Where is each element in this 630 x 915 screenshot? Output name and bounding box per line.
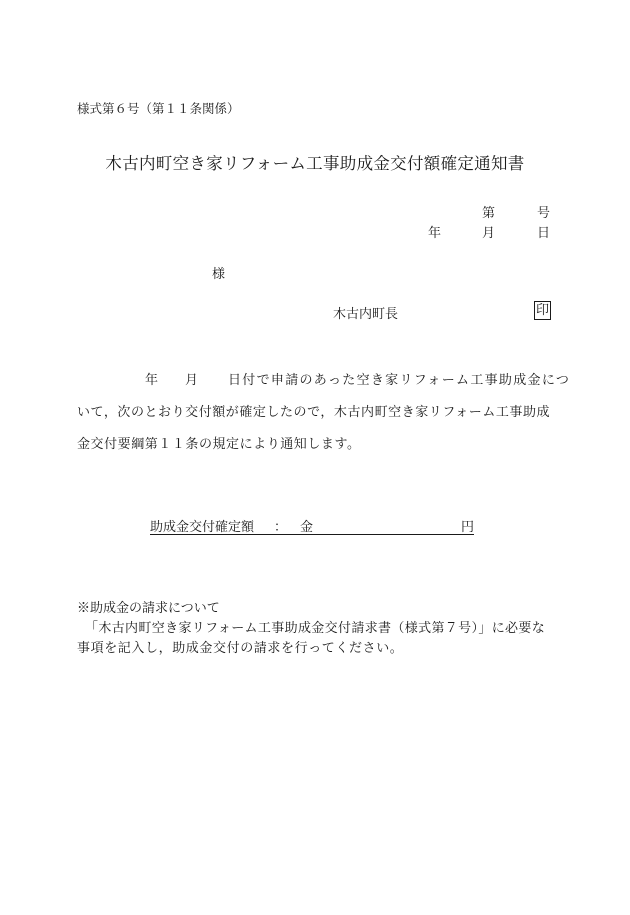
date-year: 年 <box>428 226 442 241</box>
body-month: 月 <box>185 373 199 388</box>
issuer-name: 木古内町長 <box>333 307 399 322</box>
form-number: 様式第６号（第１１条関係） <box>77 101 240 116</box>
doc-number-go: 号 <box>537 206 551 221</box>
amount-label: 助成金交付確定額 <box>150 520 255 535</box>
seal-label: 印 <box>536 303 550 318</box>
date-month: 月 <box>482 226 496 241</box>
doc-number-dai: 第 <box>482 206 496 221</box>
amount-colon: ： <box>274 520 288 535</box>
amount-yen: 円 <box>461 520 475 535</box>
body-line-1: 日付で申請のあった空き家リフォーム工事助成金につ <box>228 373 571 388</box>
body-line-2: いて，次のとおり交付額が確定したので，木古内町空き家リフォーム工事助成 <box>77 405 551 420</box>
seal-mark <box>534 301 551 320</box>
addressee-suffix: 様 <box>212 267 226 282</box>
date-day: 日 <box>537 226 551 241</box>
body-line-3: 金交付要綱第１１条の規定により通知します。 <box>77 437 361 452</box>
amount-kin: 金 <box>300 520 314 535</box>
note-line-1: 「木古内町空き家リフォーム工事助成金交付請求書（様式第７号）」に必要な <box>85 621 546 636</box>
note-line-2: 事項を記入し，助成金交付の請求を行ってください。 <box>77 641 404 656</box>
body-year: 年 <box>145 373 159 388</box>
note-heading: ※助成金の請求について <box>77 601 220 616</box>
amount-line <box>150 516 474 535</box>
document-title: 木古内町空き家リフォーム工事助成金交付額確定通知書 <box>105 154 525 173</box>
